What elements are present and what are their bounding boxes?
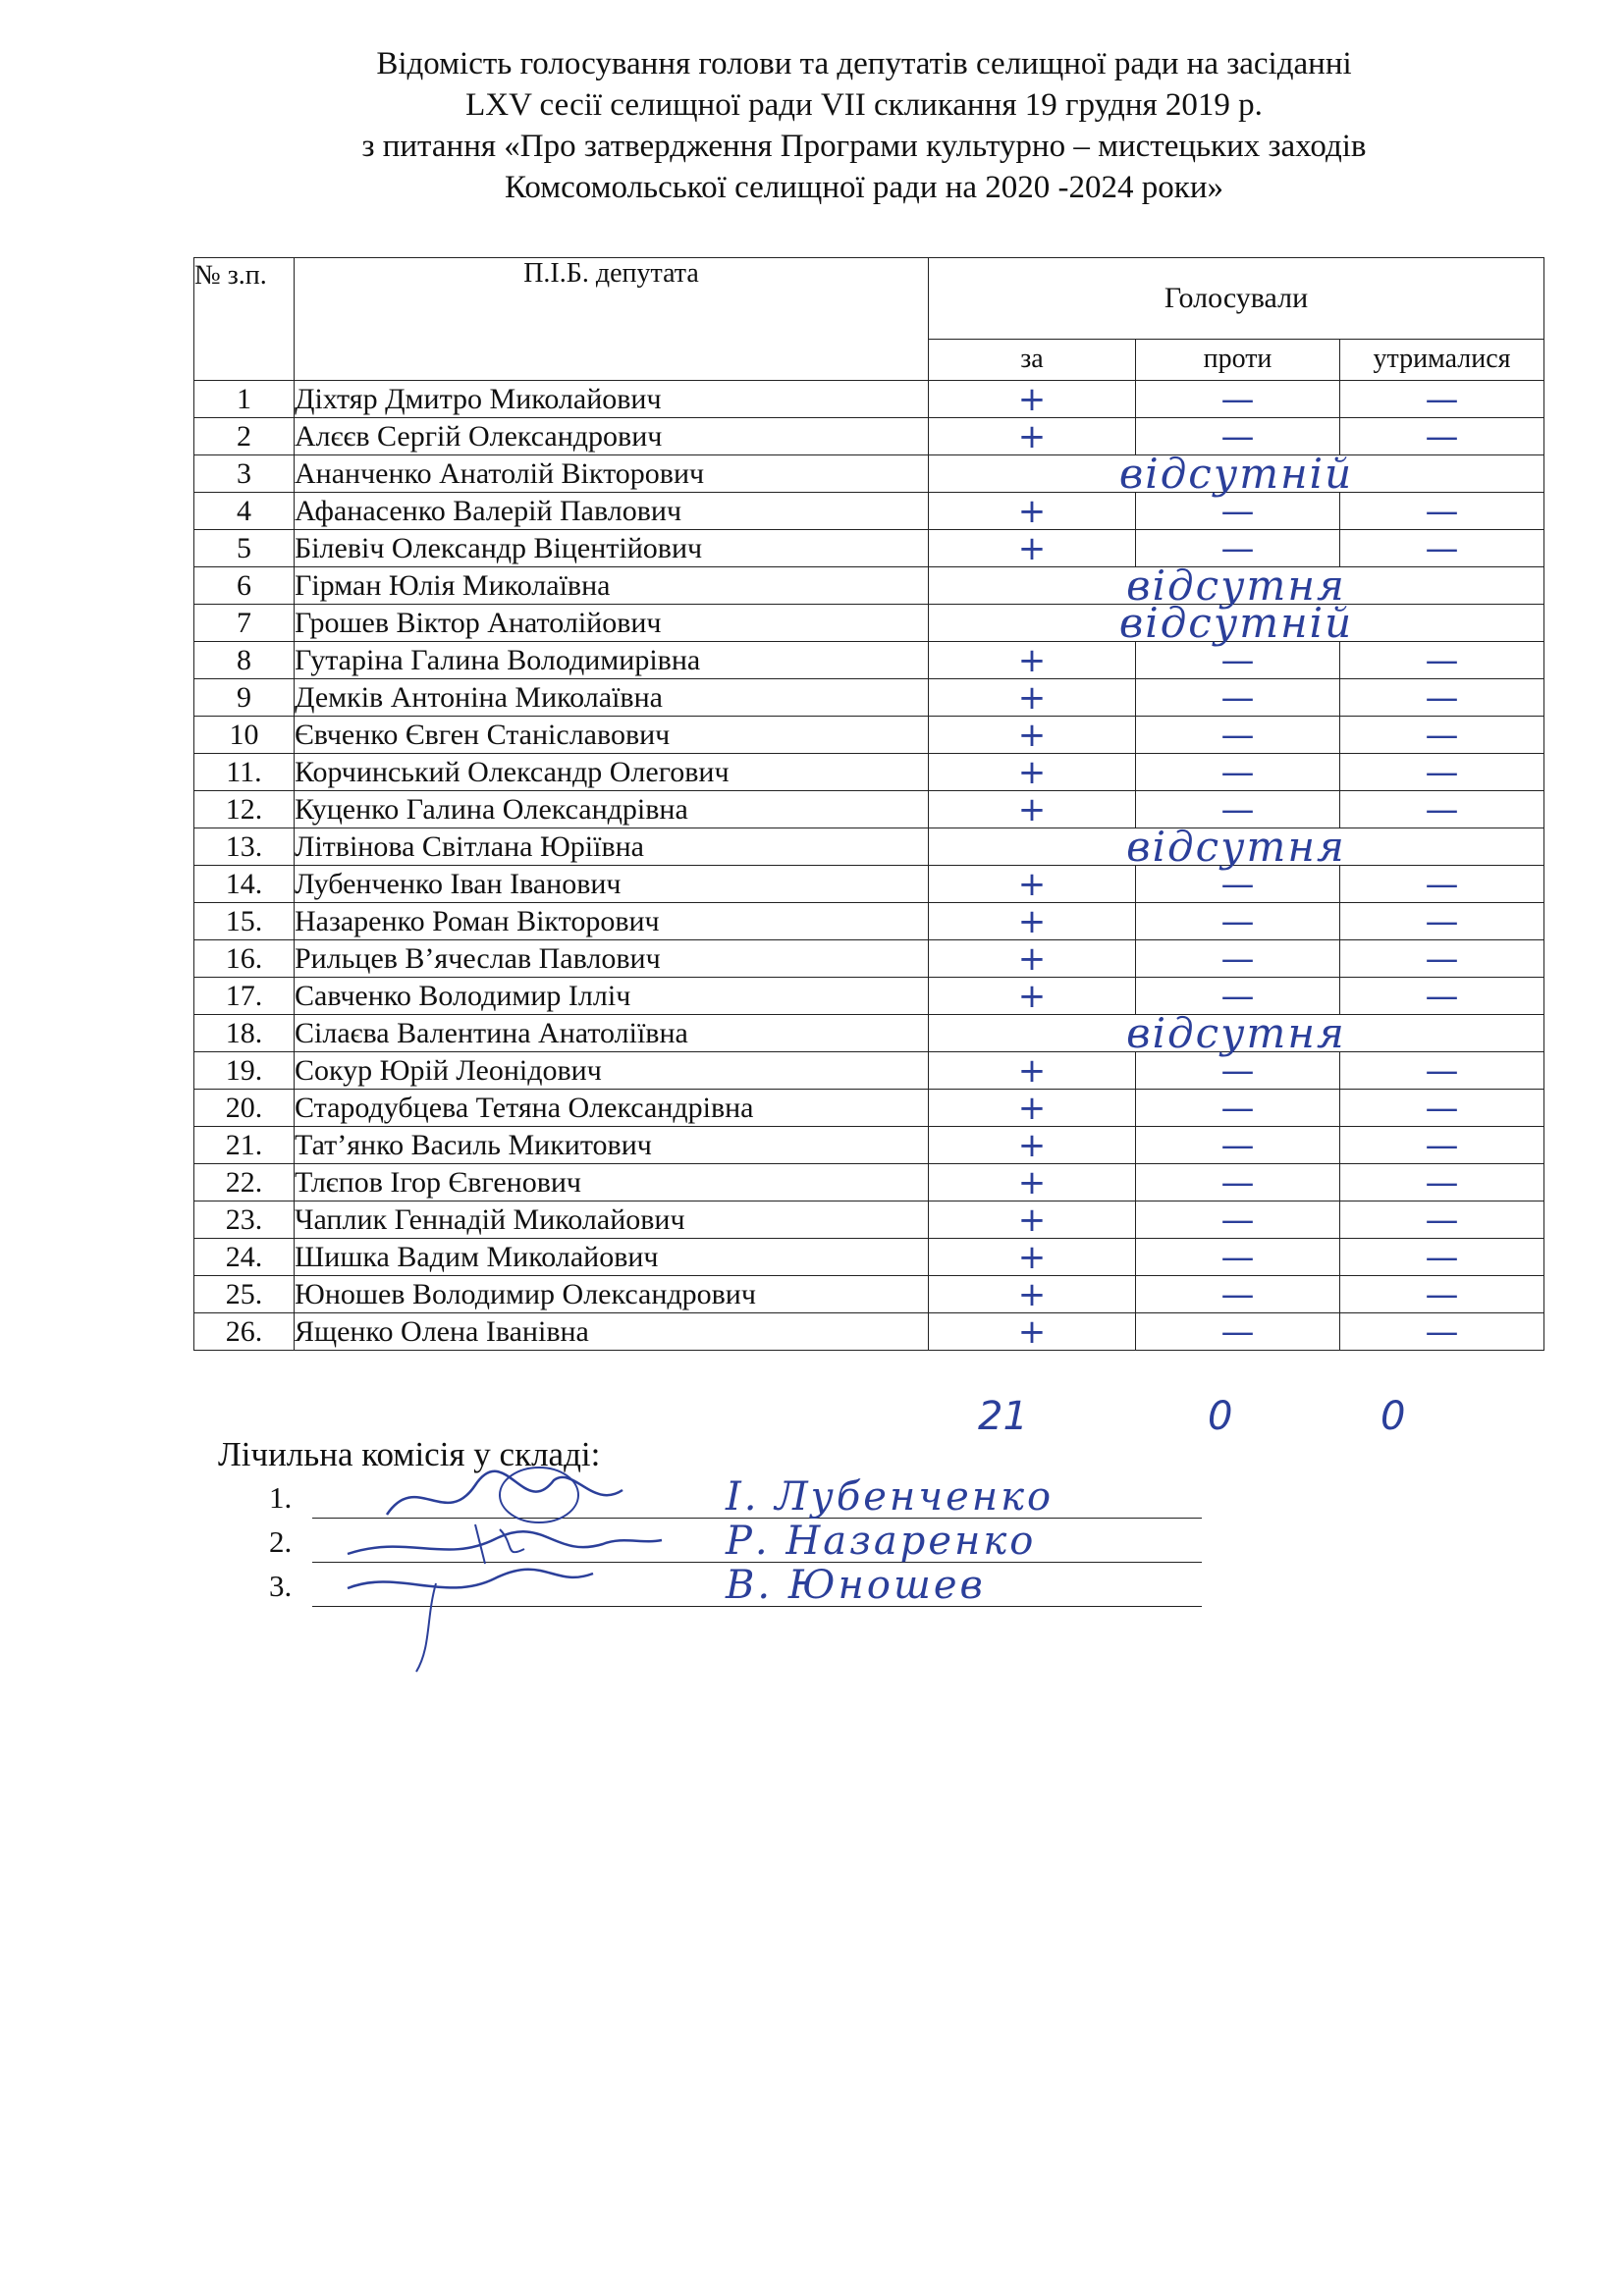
- deputy-name: Чаплик Геннадій Миколайович: [295, 1201, 929, 1239]
- row-number: 6: [194, 567, 295, 605]
- title-line-3: з питання «Про затвердження Програми культурно – мистецьких заходів: [361, 129, 1367, 164]
- vote-abstained-mark: —: [1340, 493, 1544, 530]
- row-number: 23.: [194, 1201, 295, 1239]
- vote-against-mark: —: [1136, 1164, 1340, 1201]
- vote-abstained-mark: —: [1340, 1239, 1544, 1276]
- table-row: [194, 903, 1544, 940]
- row-number: 4: [194, 493, 295, 530]
- deputy-name: Ананченко Анатолій Вікторович: [295, 455, 929, 493]
- vote-against-mark: —: [1136, 791, 1340, 828]
- deputy-name: Ященко Олена Іванівна: [295, 1313, 929, 1351]
- commission-label: Лічильна комісія у складі:: [218, 1435, 601, 1473]
- vote-for-mark: +: [929, 866, 1136, 903]
- table-row: [194, 1239, 1544, 1276]
- vote-for-mark: +: [929, 418, 1136, 455]
- total-against: 0: [1208, 1394, 1233, 1439]
- deputy-name: Стародубцева Тетяна Олександрівна: [295, 1090, 929, 1127]
- vote-for-mark: +: [929, 1313, 1136, 1351]
- deputy-name: Назаренко Роман Вікторович: [295, 903, 929, 940]
- row-number: 2: [194, 418, 295, 455]
- handwritten-signature-icon: [328, 1549, 701, 1677]
- vote-against-mark: —: [1136, 381, 1340, 418]
- total-for: 21: [978, 1394, 1028, 1439]
- deputy-name: Алєєв Сергій Олександрович: [295, 418, 929, 455]
- deputy-name: Діхтяр Дмитро Миколайович: [295, 381, 929, 418]
- deputy-name: Корчинський Олександр Олегович: [295, 754, 929, 791]
- absent-mark: відсутній: [929, 605, 1544, 642]
- vote-for-mark: +: [929, 903, 1136, 940]
- table-row: [194, 381, 1544, 418]
- vote-totals: [972, 1394, 1561, 1453]
- vote-against-mark: —: [1136, 1313, 1340, 1351]
- vote-abstained-mark: —: [1340, 642, 1544, 679]
- deputy-name: Шишка Вадим Миколайович: [295, 1239, 929, 1276]
- vote-abstained-mark: —: [1340, 1127, 1544, 1164]
- deputy-name: Сілаєва Валентина Анатоліївна: [295, 1015, 929, 1052]
- vote-for-mark: +: [929, 642, 1136, 679]
- document-title: [216, 43, 1512, 208]
- vote-for-mark: +: [929, 754, 1136, 791]
- row-number: 26.: [194, 1313, 295, 1351]
- vote-abstained-mark: —: [1340, 418, 1544, 455]
- row-number: 8: [194, 642, 295, 679]
- table-row: [194, 1052, 1544, 1090]
- vote-abstained-mark: —: [1340, 978, 1544, 1015]
- header-against: проти: [1136, 339, 1340, 380]
- row-number: 3: [194, 455, 295, 493]
- row-number: 20.: [194, 1090, 295, 1127]
- absent-mark: відсутній: [929, 455, 1544, 493]
- table-row: [194, 605, 1544, 642]
- vote-against-mark: —: [1136, 418, 1340, 455]
- vote-against-mark: —: [1136, 1239, 1340, 1276]
- vote-against-mark: —: [1136, 978, 1340, 1015]
- vote-for-mark: +: [929, 791, 1136, 828]
- table-row: [194, 866, 1544, 903]
- table-row: [194, 1127, 1544, 1164]
- vote-for-mark: +: [929, 1201, 1136, 1239]
- table-row: [194, 1201, 1544, 1239]
- deputy-name: Рильцев В’ячеслав Павлович: [295, 940, 929, 978]
- vote-abstained-mark: —: [1340, 1313, 1544, 1351]
- row-number: 17.: [194, 978, 295, 1015]
- row-number: 7: [194, 605, 295, 642]
- row-number: 5: [194, 530, 295, 567]
- deputy-name: Білевіч Олександр Віцентійович: [295, 530, 929, 567]
- commission-signatures: [269, 1474, 1202, 1613]
- row-number: 9: [194, 679, 295, 717]
- row-number: 18.: [194, 1015, 295, 1052]
- vote-for-mark: +: [929, 940, 1136, 978]
- vote-for-mark: +: [929, 381, 1136, 418]
- header-for: за: [929, 339, 1136, 380]
- signature-row: [269, 1563, 1202, 1613]
- deputy-name: Тат’янко Василь Микитович: [295, 1127, 929, 1164]
- vote-against-mark: —: [1136, 866, 1340, 903]
- signature-index: 3.: [269, 1569, 293, 1603]
- vote-abstained-mark: —: [1340, 1201, 1544, 1239]
- vote-against-mark: —: [1136, 679, 1340, 717]
- deputy-name: Сокур Юрій Леонідович: [295, 1052, 929, 1090]
- vote-abstained-mark: —: [1340, 1164, 1544, 1201]
- row-number: 11.: [194, 754, 295, 791]
- signature-name: В. Юношев: [726, 1563, 986, 1608]
- deputy-name: Тлєпов Ігор Євгенович: [295, 1164, 929, 1201]
- vote-abstained-mark: —: [1340, 903, 1544, 940]
- absent-mark: відсутня: [929, 567, 1544, 605]
- header-abstained: утрималися: [1340, 339, 1544, 380]
- vote-abstained-mark: —: [1340, 866, 1544, 903]
- vote-for-mark: +: [929, 493, 1136, 530]
- row-number: 22.: [194, 1164, 295, 1201]
- title-line-4: Комсомольської селищної ради на 2020 -2024 роки»: [505, 170, 1223, 205]
- header-name: П.І.Б. депутата: [295, 258, 929, 381]
- vote-against-mark: —: [1136, 717, 1340, 754]
- row-number: 10: [194, 717, 295, 754]
- vote-abstained-mark: —: [1340, 530, 1544, 567]
- deputy-name: Куценко Галина Олександрівна: [295, 791, 929, 828]
- row-number: 25.: [194, 1276, 295, 1313]
- row-number: 13.: [194, 828, 295, 866]
- vote-against-mark: —: [1136, 1201, 1340, 1239]
- deputy-name: Юношев Володимир Олександрович: [295, 1276, 929, 1313]
- signature-index: 1.: [269, 1480, 293, 1515]
- vote-against-mark: —: [1136, 1276, 1340, 1313]
- deputy-name: Лубенченко Іван Іванович: [295, 866, 929, 903]
- title-line-2: LXV сесії селищної ради VII скликання 19 грудня 2019 р.: [465, 87, 1263, 123]
- row-number: 1: [194, 381, 295, 418]
- vote-for-mark: +: [929, 1276, 1136, 1313]
- row-number: 14.: [194, 866, 295, 903]
- deputy-name: Афанасенко Валерій Павлович: [295, 493, 929, 530]
- deputy-name: Євченко Євген Станіславович: [295, 717, 929, 754]
- table-row: [194, 1276, 1544, 1313]
- row-number: 16.: [194, 940, 295, 978]
- deputy-name: Демків Антоніна Миколаївна: [295, 679, 929, 717]
- signature-name: Р. Назаренко: [726, 1519, 1037, 1564]
- vote-against-mark: —: [1136, 754, 1340, 791]
- table-row: [194, 717, 1544, 754]
- vote-abstained-mark: —: [1340, 1090, 1544, 1127]
- row-number: 24.: [194, 1239, 295, 1276]
- signature-index: 2.: [269, 1524, 293, 1559]
- absent-mark: відсутня: [929, 1015, 1544, 1052]
- row-number: 19.: [194, 1052, 295, 1090]
- row-number: 21.: [194, 1127, 295, 1164]
- vote-against-mark: —: [1136, 1052, 1340, 1090]
- vote-abstained-mark: —: [1340, 381, 1544, 418]
- header-voted: Голосували: [929, 258, 1544, 340]
- signature-name: І. Лубенченко: [726, 1474, 1055, 1520]
- vote-abstained-mark: —: [1340, 1276, 1544, 1313]
- vote-against-mark: —: [1136, 530, 1340, 567]
- table-row: [194, 679, 1544, 717]
- voting-table: [193, 257, 1544, 1351]
- row-number: 15.: [194, 903, 295, 940]
- title-line-1: Відомість голосування голови та депутатів селищної ради на засіданні: [376, 46, 1352, 81]
- vote-for-mark: +: [929, 978, 1136, 1015]
- vote-abstained-mark: —: [1340, 717, 1544, 754]
- row-number: 12.: [194, 791, 295, 828]
- vote-against-mark: —: [1136, 1090, 1340, 1127]
- table-row: [194, 1015, 1544, 1052]
- table-row: [194, 940, 1544, 978]
- vote-for-mark: +: [929, 530, 1136, 567]
- deputy-name: Грошев Віктор Анатолійович: [295, 605, 929, 642]
- table-row: [194, 754, 1544, 791]
- vote-against-mark: —: [1136, 940, 1340, 978]
- header-number: № з.п.: [194, 258, 295, 381]
- table-row: [194, 642, 1544, 679]
- deputy-name: Савченко Володимир Ілліч: [295, 978, 929, 1015]
- vote-for-mark: +: [929, 1239, 1136, 1276]
- total-abstained: 0: [1380, 1394, 1406, 1439]
- vote-for-mark: +: [929, 1052, 1136, 1090]
- vote-for-mark: +: [929, 1090, 1136, 1127]
- vote-abstained-mark: —: [1340, 679, 1544, 717]
- absent-mark: відсутня: [929, 828, 1544, 866]
- table-row: [194, 828, 1544, 866]
- vote-for-mark: +: [929, 1164, 1136, 1201]
- vote-abstained-mark: —: [1340, 1052, 1544, 1090]
- deputy-name: Гутаріна Галина Володимирівна: [295, 642, 929, 679]
- table-row: [194, 1090, 1544, 1127]
- vote-for-mark: +: [929, 717, 1136, 754]
- vote-for-mark: +: [929, 1127, 1136, 1164]
- table-row: [194, 1164, 1544, 1201]
- vote-abstained-mark: —: [1340, 791, 1544, 828]
- deputy-name: Гірман Юлія Миколаївна: [295, 567, 929, 605]
- vote-for-mark: +: [929, 679, 1136, 717]
- vote-abstained-mark: —: [1340, 940, 1544, 978]
- vote-against-mark: —: [1136, 493, 1340, 530]
- vote-abstained-mark: —: [1340, 754, 1544, 791]
- vote-against-mark: —: [1136, 642, 1340, 679]
- table-row: [194, 1313, 1544, 1351]
- table-row: [194, 455, 1544, 493]
- table-row: [194, 493, 1544, 530]
- vote-against-mark: —: [1136, 1127, 1340, 1164]
- vote-against-mark: —: [1136, 903, 1340, 940]
- deputy-name: Літвінова Світлана Юріївна: [295, 828, 929, 866]
